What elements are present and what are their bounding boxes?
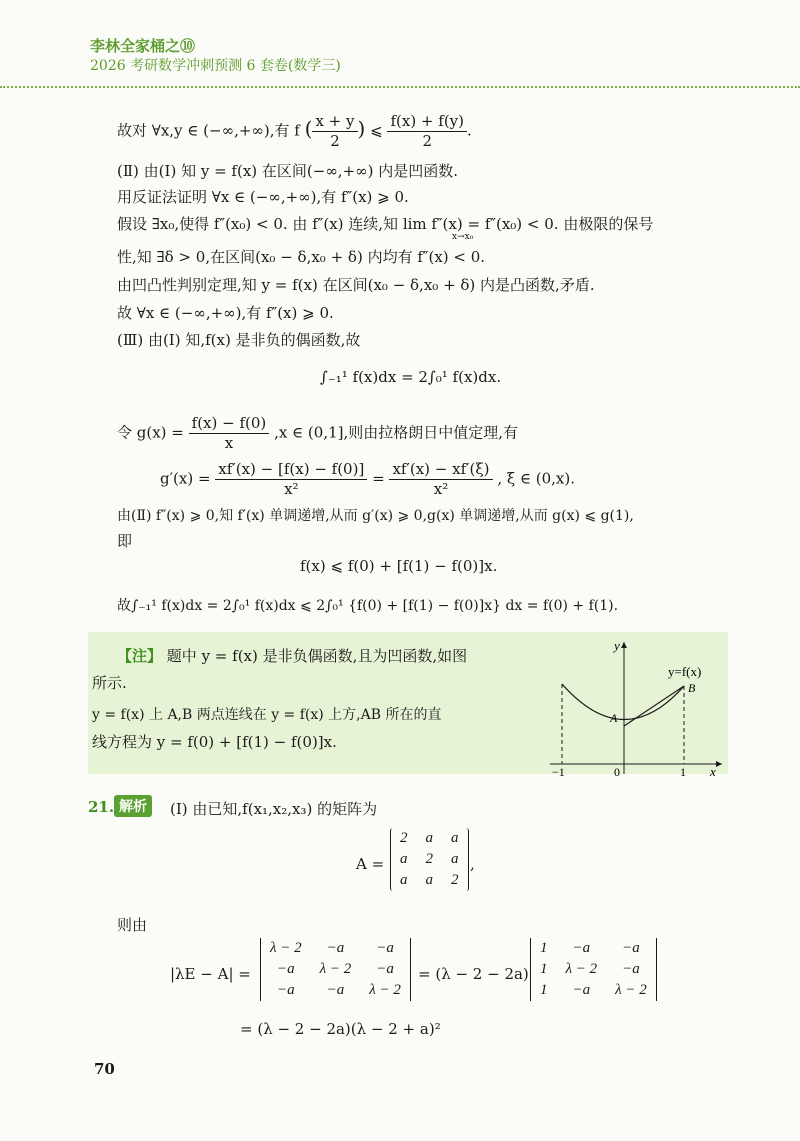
matrix-cell: λ − 2: [615, 982, 647, 998]
note-line-1: 【注】 题中 y = f(x) 是非负偶函数,且为凹函数,如图: [117, 647, 468, 665]
tick-neg1: −1: [552, 765, 565, 778]
matrix-cell: −a: [277, 982, 295, 998]
x-label: x: [710, 764, 716, 778]
matrix-cell: 2: [425, 851, 433, 867]
matrix-cell: 1: [540, 982, 548, 998]
matrix-row: [531, 959, 656, 980]
matrix-cell: −a: [376, 940, 394, 956]
then-line: 则由: [117, 916, 148, 934]
matrix-cell: λ − 2: [319, 961, 352, 977]
det-matrix-2: [530, 938, 657, 1001]
curve-label: y=f(x): [668, 664, 702, 679]
matrix-cell: −a: [326, 982, 345, 998]
matrix-row: [391, 849, 468, 870]
matrix-cell: −a: [326, 940, 345, 956]
matrix-row: [531, 980, 656, 1001]
matrix-cell: λ − 2: [369, 982, 401, 998]
matrix-cell: λ − 2: [270, 940, 302, 956]
line-5: 性,知 ∃δ > 0,在区间(x₀ − δ,x₀ + δ) 内均有 f″(x) < 0.: [117, 248, 486, 266]
det-label: |λE − A| =: [170, 965, 251, 983]
matrix-cell: a: [425, 872, 433, 888]
line-10: 由(Ⅱ) f″(x) ⩾ 0,知 f′(x) 单调递增,从而 g′(x) ⩾ 0,g(x) 单调递增,从而 g(x) ⩽ g(1),: [117, 508, 634, 524]
header-divider: [0, 86, 800, 88]
matrix-cell: 2: [400, 830, 408, 846]
equation-2: g′(x) = $\frac{xf'(x) - [f(x) - f(0)]}{\text{x²}}$ = $\frac{xf'(x) - xf'(\xi)}{\text{x²}}$ , ξ ∈ (0,x).: [160, 460, 575, 498]
line-2: (Ⅱ) 由(Ⅰ) 知 y = f(x) 在区间(−∞,+∞) 内是凹函数.: [117, 162, 459, 180]
page-number: 70: [94, 1060, 115, 1078]
fraction: $\frac{f(x) + f(y)}{2}$: [387, 112, 467, 151]
matrix-cell: −a: [622, 940, 640, 956]
det-factor: = (λ − 2 − 2a): [418, 965, 529, 983]
note-line-4: 线方程为 y = f(0) + [f(1) − f(0)]x.: [92, 733, 337, 751]
matrix-cell: λ − 2: [565, 961, 598, 977]
matrix-cell: −a: [572, 982, 591, 998]
line-12: 故∫₋₁¹ f(x)dx = 2∫₀¹ f(x)dx ⩽ 2∫₀¹ {f(0) + [f(1) − f(0)]x} dx = f(0) + f(1).: [117, 598, 619, 614]
fraction: $\frac{xf'(x) - xf'(\xi)}{\text{x²}}$: [389, 460, 492, 499]
limit-subscript: x→x₀: [452, 232, 474, 242]
matrix-row: [261, 959, 410, 980]
x-axis-arrow: [716, 761, 722, 767]
line-1: 故对 ∀x,y ∈ (−∞,+∞),有 f ( $\frac{x + y}{2}$ ) ⩽ $\frac{f(x) + f(y)}{2}$ .: [117, 112, 472, 150]
point-a-label: A: [610, 711, 618, 725]
line-7: 故 ∀x ∈ (−∞,+∞),有 f″(x) ⩾ 0.: [117, 304, 334, 322]
tick-0: 0: [614, 765, 620, 778]
matrix-cell: 2: [451, 872, 459, 888]
chord-ab: [624, 686, 684, 726]
matrix-row: [261, 938, 410, 959]
matrix-row: [391, 828, 468, 849]
matrix-cell: a: [451, 851, 459, 867]
line-1-text: 故对 ∀x,y ∈ (−∞,+∞),有 f: [117, 121, 300, 140]
curve: [562, 684, 684, 720]
matrix-cell: −a: [376, 961, 394, 977]
matrix-a-comma: ,: [470, 855, 475, 873]
matrix-row: [531, 938, 656, 959]
matrix-row: [391, 870, 468, 891]
matrix-a-label: A =: [356, 855, 385, 873]
equation-3: f(x) ⩽ f(0) + [f(1) − f(0)]x.: [300, 557, 498, 575]
running-header: [90, 36, 341, 76]
question-number: 21.: [88, 798, 115, 816]
q21-intro: (Ⅰ) 由已知,f(x₁,x₂,x₃) 的矩阵为: [170, 800, 378, 818]
tick-1: 1: [680, 765, 686, 778]
note-tag: 【注】: [117, 647, 163, 665]
matrix-cell: a: [425, 830, 433, 846]
note-line-3: y = f(x) 上 A,B 两点连线在 y = f(x) 上方,AB 所在的直: [92, 707, 442, 723]
matrix-cell: −a: [572, 940, 591, 956]
line-8: (Ⅲ) 由(Ⅰ) 知,f(x) 是非负的偶函数,故: [117, 331, 361, 349]
point-b-label: B: [688, 681, 696, 695]
line-9: 令 g(x) = $\frac{f(x) - f(0)}{x}$ ,x ∈ (0,1],则由拉格朗日中值定理,有: [117, 414, 519, 452]
fraction: $\frac{x + y}{2}$: [312, 112, 357, 151]
y-label: y: [614, 638, 620, 653]
matrix-cell: a: [400, 851, 408, 867]
line-6: 由凹凸性判别定理,知 y = f(x) 在区间(x₀ − δ,x₀ + δ) 内是凸函数,矛盾.: [117, 276, 595, 294]
line-11: 即: [117, 532, 133, 550]
matrix-cell: −a: [622, 961, 640, 977]
det-result: = (λ − 2 − 2a)(λ − 2 + a)²: [240, 1020, 441, 1038]
matrix-cell: 1: [540, 940, 548, 956]
y-axis-arrow: [621, 642, 627, 648]
matrix-cell: a: [400, 872, 408, 888]
note-line-2: 所示.: [92, 674, 127, 692]
matrix-cell: −a: [277, 961, 295, 977]
book-subtitle: 2026 考研数学冲刺预测 6 套卷(数学三): [90, 58, 341, 74]
matrix-cell: 1: [540, 961, 548, 977]
series-title: 李林全家桶之⑩: [90, 37, 196, 55]
matrix-row: [261, 980, 410, 1001]
line-4: 假设 ∃x₀,使得 f″(x₀) < 0. 由 f″(x) 连续,知 lim f″(x) = f″(x₀) < 0. 由极限的保号: [117, 215, 654, 233]
analysis-badge: 解析: [114, 795, 152, 817]
note-figure: [540, 636, 726, 778]
matrix-a: [390, 828, 469, 891]
det-matrix: [260, 938, 411, 1001]
fraction: $\frac{xf'(x) - [f(x) - f(0)]}{\text{x²}}$: [215, 460, 367, 499]
fraction: $\frac{f(x) - f(0)}{x}$: [189, 414, 270, 453]
line-3: 用反证法证明 ∀x ∈ (−∞,+∞),有 f″(x) ⩾ 0.: [117, 188, 409, 206]
matrix-cell: a: [451, 830, 459, 846]
equation-1: ∫₋₁¹ f(x)dx = 2∫₀¹ f(x)dx.: [320, 368, 502, 386]
